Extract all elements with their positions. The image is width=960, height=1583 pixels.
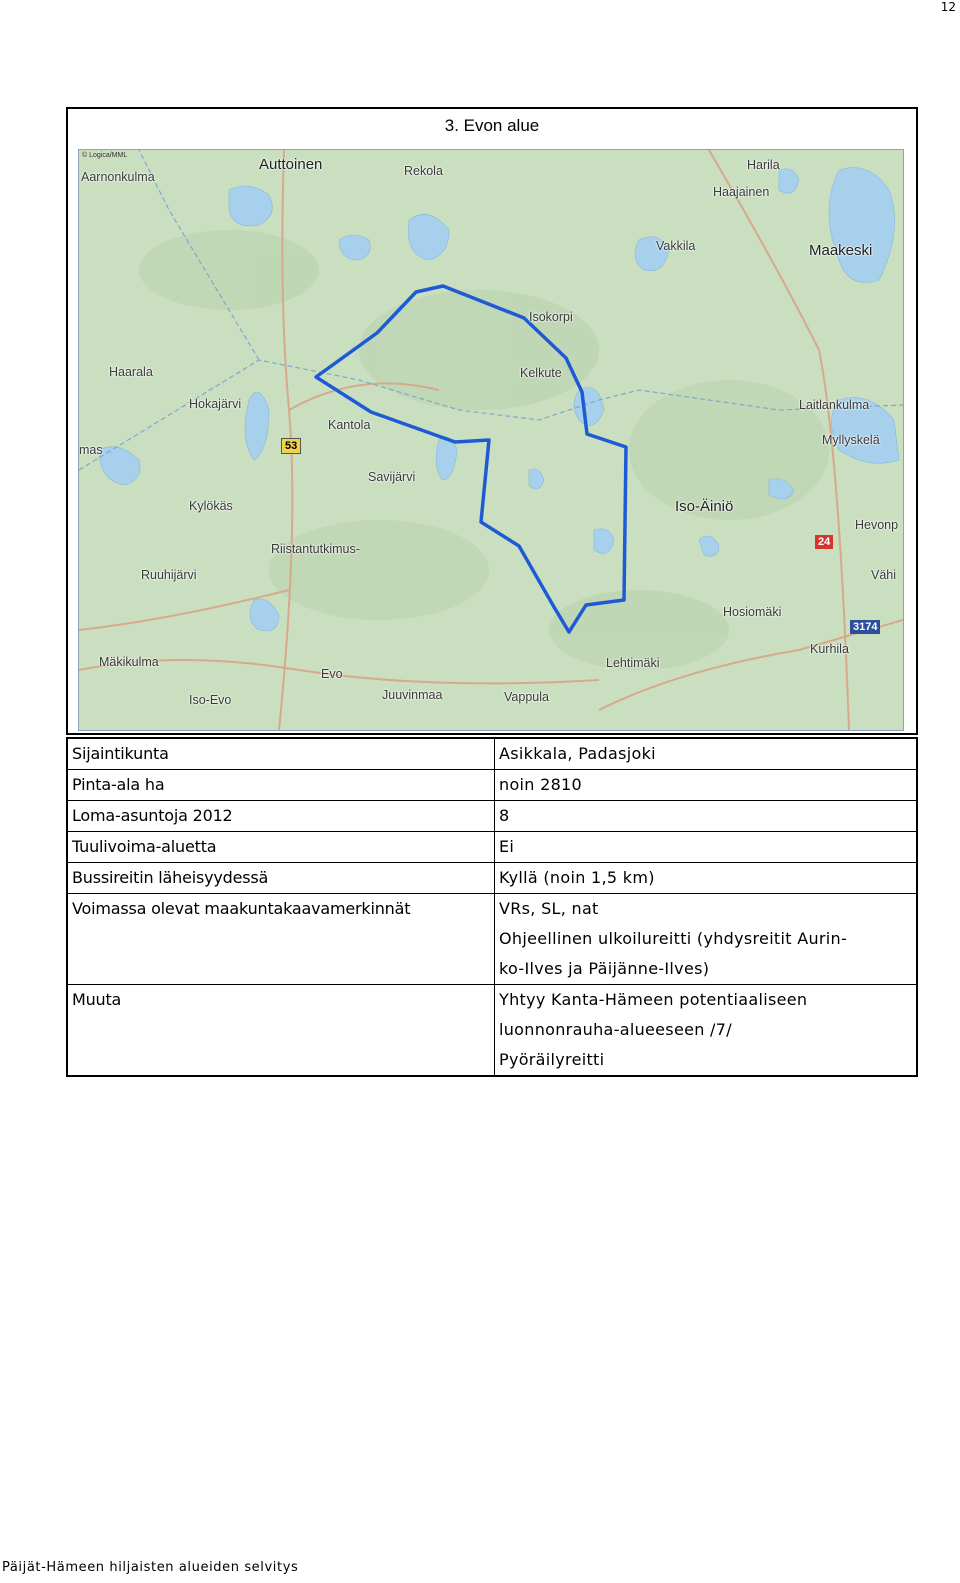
row-value (495, 863, 918, 894)
road-number-badge: 3174 (850, 620, 880, 634)
place-label: Maakeski (809, 242, 873, 259)
place-label: Kelkute (520, 366, 562, 380)
row-value (495, 801, 918, 832)
table-row (67, 770, 917, 801)
table-row (67, 832, 917, 863)
row-label: Bussireitin läheisyydessä (67, 863, 495, 894)
place-label: Isokorpi (529, 310, 573, 324)
row-value-line: Ei (499, 837, 515, 856)
place-label: Aarnonkulma (81, 170, 155, 184)
row-value-line: VRs, SL, nat (499, 899, 599, 918)
place-label: Kylökäs (189, 499, 233, 513)
row-value (495, 770, 918, 801)
table-row (67, 801, 917, 832)
place-label: Kurhila (810, 642, 849, 656)
place-label: Harila (747, 158, 780, 172)
place-label: Evo (321, 667, 343, 681)
place-label: Vähi (871, 568, 897, 582)
row-value-line: Yhtyy Kanta-Hämeen potentiaaliseen (499, 990, 808, 1009)
place-label: Haarala (109, 365, 153, 379)
table-row (67, 985, 917, 1077)
row-label: Sijaintikunta (67, 738, 495, 770)
map-copyright: © Logica/MML (82, 152, 128, 159)
row-value-line: luonnonrauha-alueeseen /7/ (499, 1020, 732, 1039)
area-info-table (66, 737, 918, 1077)
place-label: Iso-Evo (189, 693, 232, 707)
row-value-line: 8 (499, 806, 510, 825)
row-label: Voimassa olevat maakuntakaavamerkinnät (67, 894, 495, 985)
map-image (78, 149, 904, 731)
place-label: Riistantutkimus- (271, 542, 360, 556)
place-label: Vakkila (656, 239, 696, 253)
road-number-badge: 24 (815, 535, 833, 549)
table-row (67, 738, 917, 770)
place-label: Lehtimäki (606, 656, 660, 670)
page-footer: Päijät-Hämeen hiljaisten alueiden selvitys (2, 1560, 299, 1575)
place-label: mas (79, 443, 103, 457)
row-value-line: Ohjeellinen ulkoilureitti (yhdysreitit Aurin- (499, 929, 848, 948)
row-value (495, 738, 918, 770)
table-row (67, 894, 917, 985)
place-label: Kantola (328, 418, 371, 432)
row-value (495, 832, 918, 863)
place-label: Juuvinmaa (382, 688, 443, 702)
row-value-line: Asikkala, Padasjoki (499, 744, 656, 763)
table-row (67, 863, 917, 894)
road-number-badge: 53 (281, 438, 301, 454)
row-value (495, 894, 918, 985)
row-label: Tuulivoima-aluetta (67, 832, 495, 863)
place-label: Mäkikulma (99, 655, 159, 669)
place-label: Laitlankulma (799, 398, 870, 412)
row-value-line: ko-Ilves ja Päijänne-Ilves) (499, 959, 710, 978)
place-label: Vappula (504, 690, 549, 704)
place-label: Hosiomäki (723, 605, 782, 619)
place-label: Hokajärvi (189, 397, 242, 411)
place-label: Hevonp (855, 518, 899, 532)
place-label: Haajainen (713, 185, 770, 199)
page-number: 12 (940, 0, 956, 14)
row-value-line: noin 2810 (499, 775, 583, 794)
place-label: Iso-Äiniö (675, 498, 734, 515)
map-graphic (79, 150, 903, 730)
row-value-line: Kyllä (noin 1,5 km) (499, 868, 655, 887)
row-label: Muuta (67, 985, 495, 1077)
map-frame (66, 107, 918, 735)
place-label: Savijärvi (368, 470, 416, 484)
place-label: Ruuhijärvi (141, 568, 197, 582)
map-title: 3. Evon alue (444, 116, 540, 135)
row-label: Loma-asuntoja 2012 (67, 801, 495, 832)
row-label: Pinta-ala ha (67, 770, 495, 801)
place-label: Rekola (404, 164, 443, 178)
place-label: Auttoinen (259, 156, 323, 173)
row-value (495, 985, 918, 1077)
place-label: Myllyskelä (822, 433, 880, 447)
row-value-line: Pyöräilyreitti (499, 1050, 605, 1069)
